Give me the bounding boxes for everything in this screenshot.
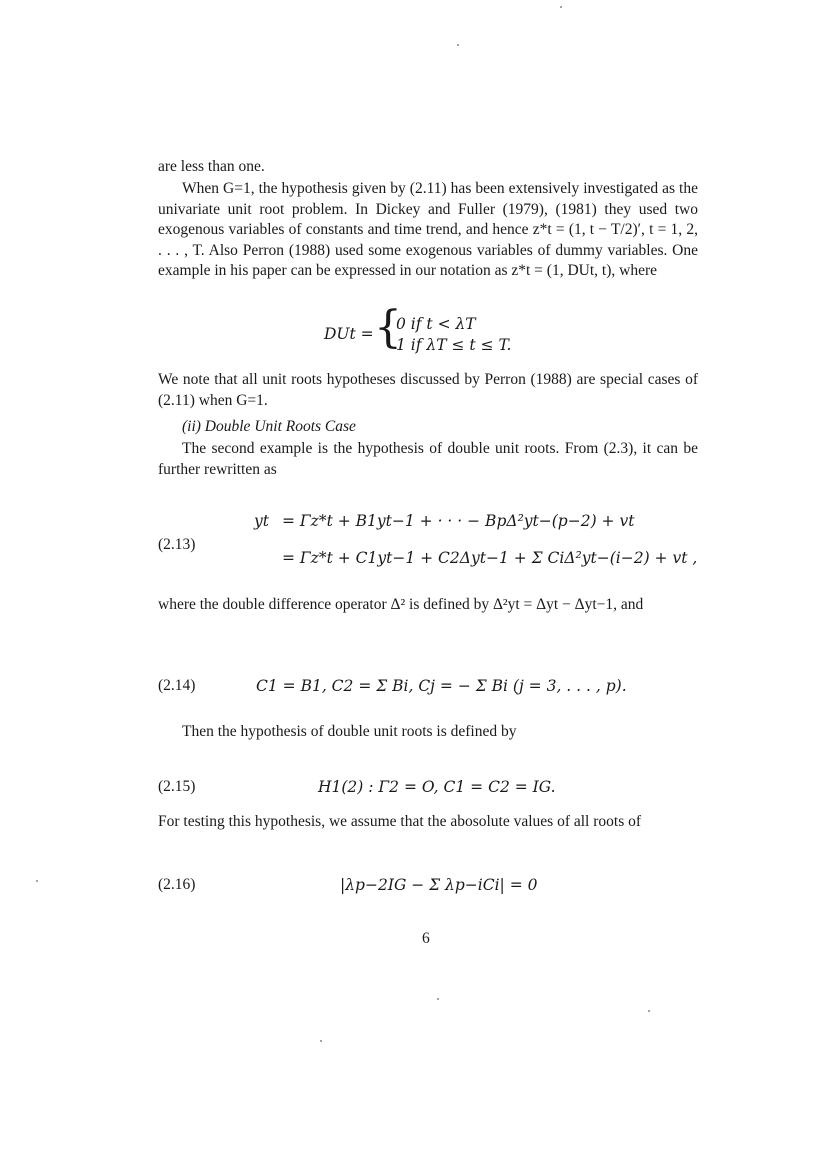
equation-2-15: H1(2) : Γ2 = O, C1 = C2 = IG.	[318, 778, 556, 796]
equation-2-16: |λp−2IG − Σ λp−iCi| = 0	[340, 876, 538, 894]
text-line: Then the hypothesis of double unit roots is defined by	[182, 723, 517, 740]
paragraph-difference-operator	[158, 595, 698, 616]
scan-speck	[36, 880, 38, 882]
text-line: are less than one.	[158, 158, 265, 175]
scan-speck	[437, 998, 439, 1000]
paragraph-text: The second example is the hypothesis of double unit roots. From (2.3), it can be further rewritten as	[158, 440, 698, 478]
scan-speck	[457, 44, 459, 46]
scan-speck	[648, 1010, 650, 1012]
paragraph-univariate	[158, 179, 698, 282]
page-number: 6	[422, 930, 430, 947]
scan-speck	[320, 1040, 322, 1042]
equation-2-13-line-1: = Γz*t + B1yt−1 + · · · − BpΔ²yt−(p−2) + vt	[282, 512, 635, 530]
paragraph-text: where the double difference operator Δ² is defined by Δ²yt = Δyt − Δyt−1, and	[158, 596, 644, 613]
equation-2-13-line-2: = Γz*t + C1yt−1 + C2Δyt−1 + Σ CiΔ²yt−(i−2) + vt ,	[282, 549, 698, 567]
paragraph-root-assumption	[158, 812, 698, 833]
scan-speck	[560, 6, 562, 8]
du-definition-lhs: DUt =	[324, 325, 374, 343]
left-brace: {	[374, 302, 402, 353]
equation-2-13-lhs: yt	[254, 512, 269, 530]
paragraph-text: For testing this hypothesis, we assume that the abosolute values of all roots of	[158, 813, 642, 830]
equation-number: (2.15)	[158, 778, 196, 795]
paragraph-double-unit-roots	[158, 439, 698, 480]
equation-number: (2.16)	[158, 876, 196, 893]
paragraph-text: We note that all unit roots hypotheses discussed by Perron (1988) are special cases of (2.11) when G=1.	[158, 371, 698, 409]
section-heading: (ii) Double Unit Roots Case	[182, 418, 356, 435]
paragraph-text: When G=1, the hypothesis given by (2.11) has been extensively investigated as the univariate unit root problem. In Dickey and Fuller (1979), (1981) they used two exogenous variables of constants and time trend, and hence z*t = (1, t − T/2)′, t = 1, 2, . . . , T. Also Perron (1988) used some exogenous variables of dummy variables. One example in his paper can be expressed in our notation as z*t = (1, DUt, t), where	[158, 180, 698, 279]
equation-number: (2.13)	[158, 536, 196, 553]
paragraph-perron-note	[158, 370, 698, 411]
du-case-2: 1 if λT ≤ t ≤ T.	[396, 336, 512, 354]
equation-2-14: C1 = B1, C2 = Σ Bi, Cj = − Σ Bi (j = 3, . . . , p).	[256, 677, 627, 695]
equation-number: (2.14)	[158, 677, 196, 694]
du-case-1: 0 if t < λT	[396, 315, 476, 333]
